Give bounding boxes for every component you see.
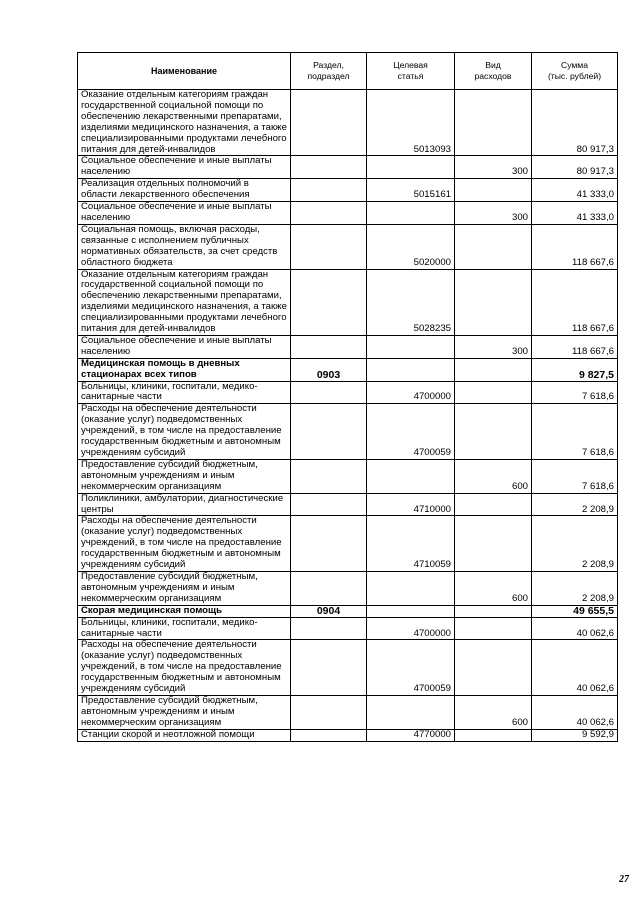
- row-name: Социальное обеспечение и иные выплаты населению: [78, 202, 291, 225]
- row-kind: [455, 358, 532, 381]
- column-header-section: Раздел, подраздел: [291, 53, 367, 90]
- row-article: [367, 335, 455, 358]
- row-sum: 40 062,6: [532, 640, 618, 696]
- row-sum: 118 667,6: [532, 335, 618, 358]
- row-name: Социальная помощь, включая расходы, связанные с исполнением публичных нормативных обязательств, за счет средств областного бюджета: [78, 224, 291, 269]
- row-name: Расходы на обеспечение деятельности (оказание услуг) подведомственных учреждений, в том числе на предоставление государственным бюджетным и автономным учреждениям субсидий: [78, 640, 291, 696]
- row-name: Станции скорой и неотложной помощи: [78, 729, 291, 741]
- row-section: [291, 156, 367, 179]
- row-sum: 118 667,6: [532, 269, 618, 335]
- row-sum: 80 917,3: [532, 156, 618, 179]
- row-kind: [455, 224, 532, 269]
- row-article: 4770000: [367, 729, 455, 741]
- row-sum: 2 208,9: [532, 571, 618, 605]
- row-section: 0904: [291, 605, 367, 617]
- row-sum: 2 208,9: [532, 516, 618, 572]
- table-row: [78, 516, 618, 572]
- row-article: 5028235: [367, 269, 455, 335]
- row-sum: 7 618,6: [532, 459, 618, 493]
- row-name: Больницы, клиники, госпитали, медико-санитарные части: [78, 381, 291, 404]
- row-article: 5015161: [367, 179, 455, 202]
- table-row: [78, 605, 618, 617]
- row-section: [291, 269, 367, 335]
- row-kind: 300: [455, 202, 532, 225]
- row-section: [291, 459, 367, 493]
- row-name: Социальное обеспечение и иные выплаты населению: [78, 156, 291, 179]
- row-section: 0903: [291, 358, 367, 381]
- row-name: Расходы на обеспечение деятельности (оказание услуг) подведомственных учреждений, в том числе на предоставление государственным бюджетным и автономным учреждениям субсидий: [78, 404, 291, 460]
- table-body: [78, 90, 618, 742]
- row-kind: 600: [455, 459, 532, 493]
- column-header-sum: Сумма (тыс. рублей): [532, 53, 618, 90]
- row-section: [291, 404, 367, 460]
- row-name: Поликлиники, амбулатории, диагностические центры: [78, 493, 291, 516]
- row-kind: [455, 90, 532, 156]
- row-name: Оказание отдельным категориям граждан государственной социальной помощи по обеспечению лекарственными препаратами, изделиями медицинского назначения, а также специализированными продуктами лечебного питания для детей-инвалидов: [78, 269, 291, 335]
- row-section: [291, 90, 367, 156]
- table-row: [78, 729, 618, 741]
- row-kind: [455, 640, 532, 696]
- row-name: Реализация отдельных полномочий в области лекарственного обеспечения: [78, 179, 291, 202]
- row-name: Оказание отдельным категориям граждан государственной социальной помощи по обеспечению лекарственными препаратами, изделиями медицинского назначения, а также специализированными продуктами лечебного питания для детей-инвалидов: [78, 90, 291, 156]
- row-article: 4700000: [367, 381, 455, 404]
- row-article: 5013093: [367, 90, 455, 156]
- row-kind: [455, 381, 532, 404]
- row-name: Предоставление субсидий бюджетным, автономным учреждениям и иным некоммерческим организациям: [78, 571, 291, 605]
- row-article: [367, 571, 455, 605]
- row-name: Предоставление субсидий бюджетным, автономным учреждениям и иным некоммерческим организациям: [78, 695, 291, 729]
- column-header-article: Целевая статья: [367, 53, 455, 90]
- row-article: 4700000: [367, 617, 455, 640]
- row-kind: [455, 269, 532, 335]
- row-sum: 2 208,9: [532, 493, 618, 516]
- row-name: Расходы на обеспечение деятельности (оказание услуг) подведомственных учреждений, в том числе на предоставление государственным бюджетным и автономным учреждениям субсидий: [78, 516, 291, 572]
- row-section: [291, 202, 367, 225]
- row-kind: 300: [455, 156, 532, 179]
- table-row: [78, 617, 618, 640]
- row-article: 5020000: [367, 224, 455, 269]
- table-row: [78, 493, 618, 516]
- row-sum: 40 062,6: [532, 695, 618, 729]
- row-article: 4700059: [367, 640, 455, 696]
- row-article: 4710059: [367, 516, 455, 572]
- row-kind: [455, 617, 532, 640]
- row-kind: [455, 605, 532, 617]
- row-name: Предоставление субсидий бюджетным, автономным учреждениям и иным некоммерческим организациям: [78, 459, 291, 493]
- row-kind: [455, 179, 532, 202]
- row-article: [367, 695, 455, 729]
- row-section: [291, 381, 367, 404]
- row-section: [291, 695, 367, 729]
- row-kind: [455, 493, 532, 516]
- row-sum: 9 592,9: [532, 729, 618, 741]
- row-article: 4700059: [367, 404, 455, 460]
- row-name: Скорая медицинская помощь: [78, 605, 291, 617]
- row-article: [367, 605, 455, 617]
- table-row: [78, 404, 618, 460]
- row-section: [291, 729, 367, 741]
- table-row: [78, 224, 618, 269]
- row-sum: 41 333,0: [532, 202, 618, 225]
- row-sum: 118 667,6: [532, 224, 618, 269]
- table-row: [78, 90, 618, 156]
- row-article: [367, 202, 455, 225]
- column-header-kind: Вид расходов: [455, 53, 532, 90]
- budget-table: [77, 52, 618, 742]
- row-sum: 80 917,3: [532, 90, 618, 156]
- row-kind: 600: [455, 571, 532, 605]
- row-section: [291, 335, 367, 358]
- table-header-row: [78, 53, 618, 90]
- table-row: [78, 640, 618, 696]
- table-row: [78, 571, 618, 605]
- table-row: [78, 459, 618, 493]
- row-kind: 600: [455, 695, 532, 729]
- table-row: [78, 156, 618, 179]
- page-mark: 27: [619, 874, 629, 885]
- table-row: [78, 381, 618, 404]
- row-section: [291, 179, 367, 202]
- row-name: Медицинская помощь в дневных стационарах всех типов: [78, 358, 291, 381]
- row-name: Социальное обеспечение и иные выплаты населению: [78, 335, 291, 358]
- row-name: Больницы, клиники, госпитали, медико-санитарные части: [78, 617, 291, 640]
- table-row: [78, 358, 618, 381]
- row-section: [291, 571, 367, 605]
- row-section: [291, 493, 367, 516]
- row-article: 4710000: [367, 493, 455, 516]
- row-section: [291, 640, 367, 696]
- row-kind: [455, 516, 532, 572]
- row-kind: [455, 729, 532, 741]
- row-section: [291, 516, 367, 572]
- row-kind: [455, 404, 532, 460]
- row-section: [291, 224, 367, 269]
- row-sum: 49 655,5: [532, 605, 618, 617]
- row-sum: 9 827,5: [532, 358, 618, 381]
- row-sum: 7 618,6: [532, 404, 618, 460]
- row-article: [367, 459, 455, 493]
- row-article: [367, 358, 455, 381]
- table-row: [78, 695, 618, 729]
- row-sum: 41 333,0: [532, 179, 618, 202]
- table-row: [78, 335, 618, 358]
- row-sum: 7 618,6: [532, 381, 618, 404]
- column-header-name: Наименование: [78, 53, 291, 90]
- table-row: [78, 269, 618, 335]
- row-section: [291, 617, 367, 640]
- row-sum: 40 062,6: [532, 617, 618, 640]
- row-kind: 300: [455, 335, 532, 358]
- table-row: [78, 179, 618, 202]
- table-row: [78, 202, 618, 225]
- row-article: [367, 156, 455, 179]
